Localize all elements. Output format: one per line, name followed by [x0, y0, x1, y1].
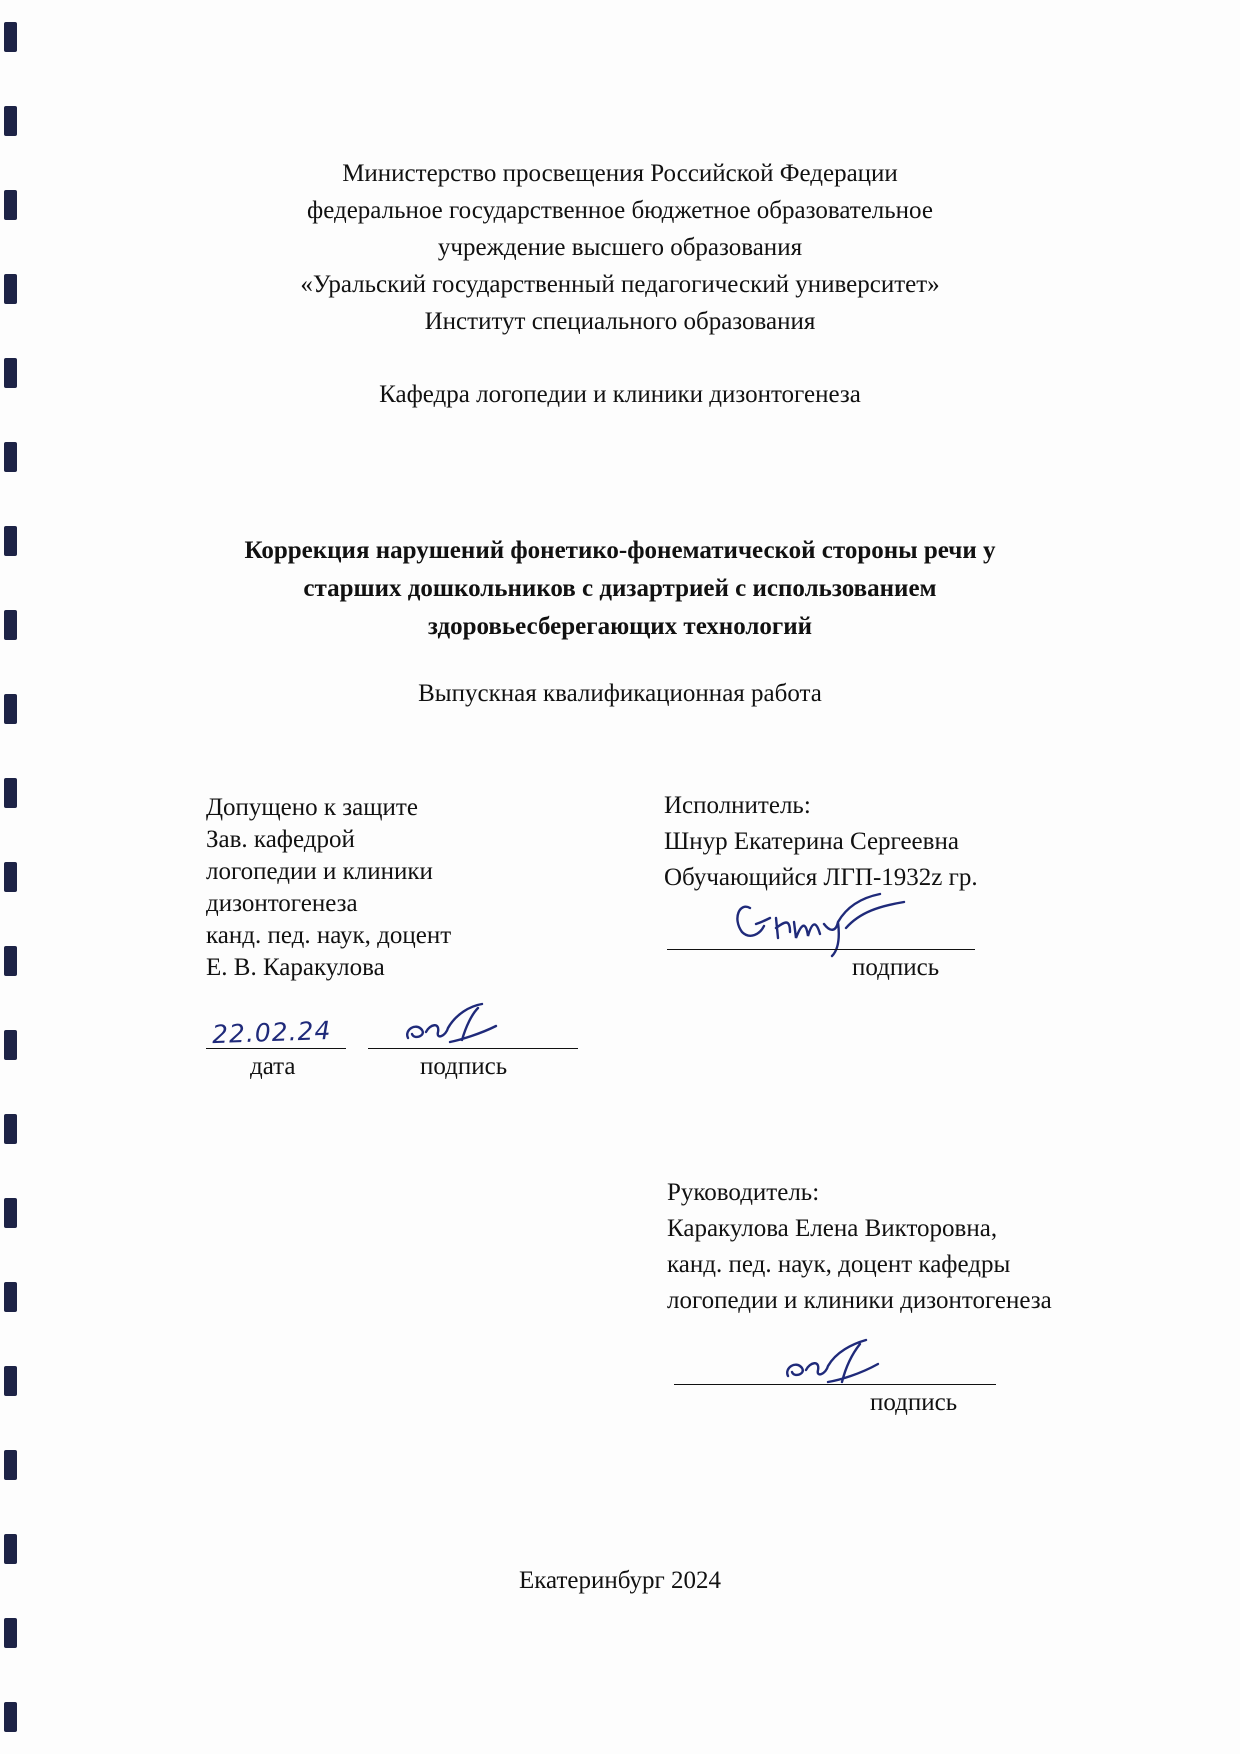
- author-name: Шнур Екатерина Сергеевна: [664, 828, 959, 855]
- supervisor-block: [667, 1177, 1052, 1317]
- binding-hole: [4, 1618, 17, 1648]
- binding-hole: [4, 442, 17, 472]
- approval-block: [206, 792, 451, 984]
- supervisor-name: Каракулова Елена Викторовна,: [667, 1215, 998, 1242]
- supervisor-position-line-2: логопедии и клиники дизонтогенеза: [667, 1287, 1052, 1314]
- binding-hole: [4, 1282, 17, 1312]
- binding-hole: [4, 946, 17, 976]
- supervisor-position-line-1: канд. пед. наук, доцент кафедры: [667, 1251, 1011, 1278]
- thesis-title-line-1: Коррекция нарушений фонетико-фонематической стороны речи у: [244, 537, 996, 564]
- binding-hole: [4, 1366, 17, 1396]
- binding-hole: [4, 1534, 17, 1564]
- department-name: Кафедра логопедии и клиники дизонтогенеза: [379, 381, 861, 408]
- binding-hole: [4, 610, 17, 640]
- thesis-title: [180, 532, 1060, 646]
- institution-level-line: учреждение высшего образования: [437, 234, 803, 261]
- binding-hole: [4, 106, 17, 136]
- binding-hole: [4, 1702, 17, 1732]
- city-year: Екатеринбург 2024: [518, 1567, 722, 1594]
- binding-hole: [4, 778, 17, 808]
- supervisor-signature-caption: подпись: [870, 1389, 958, 1416]
- date-line: [206, 1048, 346, 1049]
- institute-name: Институт специального образования: [424, 308, 816, 335]
- author-group: Обучающийся ЛГП-1932z гр.: [664, 864, 978, 891]
- supervisor-signature-line: [674, 1384, 996, 1385]
- approval-line-1: Допущено к защите: [206, 794, 418, 821]
- thesis-title-line-3: здоровьесберегающих технологий: [427, 613, 813, 640]
- approval-date-handwritten: 22.02.24: [211, 1015, 332, 1050]
- binding-hole: [4, 22, 17, 52]
- approval-line-5: канд. пед. наук, доцент: [206, 922, 452, 949]
- approval-line-6: Е. В. Каракулова: [206, 954, 385, 981]
- university-name: «Уральский государственный педагогический университет»: [300, 271, 940, 298]
- binding-hole: [4, 1030, 17, 1060]
- ministry-line: Министерство просвещения Российской Федерации: [342, 160, 898, 187]
- supervisor-label: Руководитель:: [667, 1179, 820, 1206]
- approval-line-2: Зав. кафедрой: [206, 826, 355, 853]
- approval-line-4: дизонтогенеза: [206, 890, 358, 917]
- binding-hole: [4, 862, 17, 892]
- author-signature-caption: подпись: [852, 954, 940, 981]
- binding-hole: [4, 1450, 17, 1480]
- binding-hole: [4, 1198, 17, 1228]
- date-caption: дата: [250, 1053, 296, 1080]
- binding-hole: [4, 526, 17, 556]
- institution-type-line: федеральное государственное бюджетное образовательное: [307, 197, 933, 224]
- author-label: Исполнитель:: [664, 792, 811, 819]
- work-type: Выпускная квалификационная работа: [418, 680, 822, 707]
- thesis-title-line-2: старших дошкольников с дизартрией с использованием: [303, 575, 937, 602]
- binding-hole: [4, 1114, 17, 1144]
- author-signature-line: [667, 949, 975, 950]
- approval-signature-caption: подпись: [420, 1053, 508, 1080]
- approval-line-3: логопедии и клиники: [206, 858, 433, 885]
- author-block: [664, 790, 978, 894]
- approval-signature-icon: [400, 1000, 510, 1060]
